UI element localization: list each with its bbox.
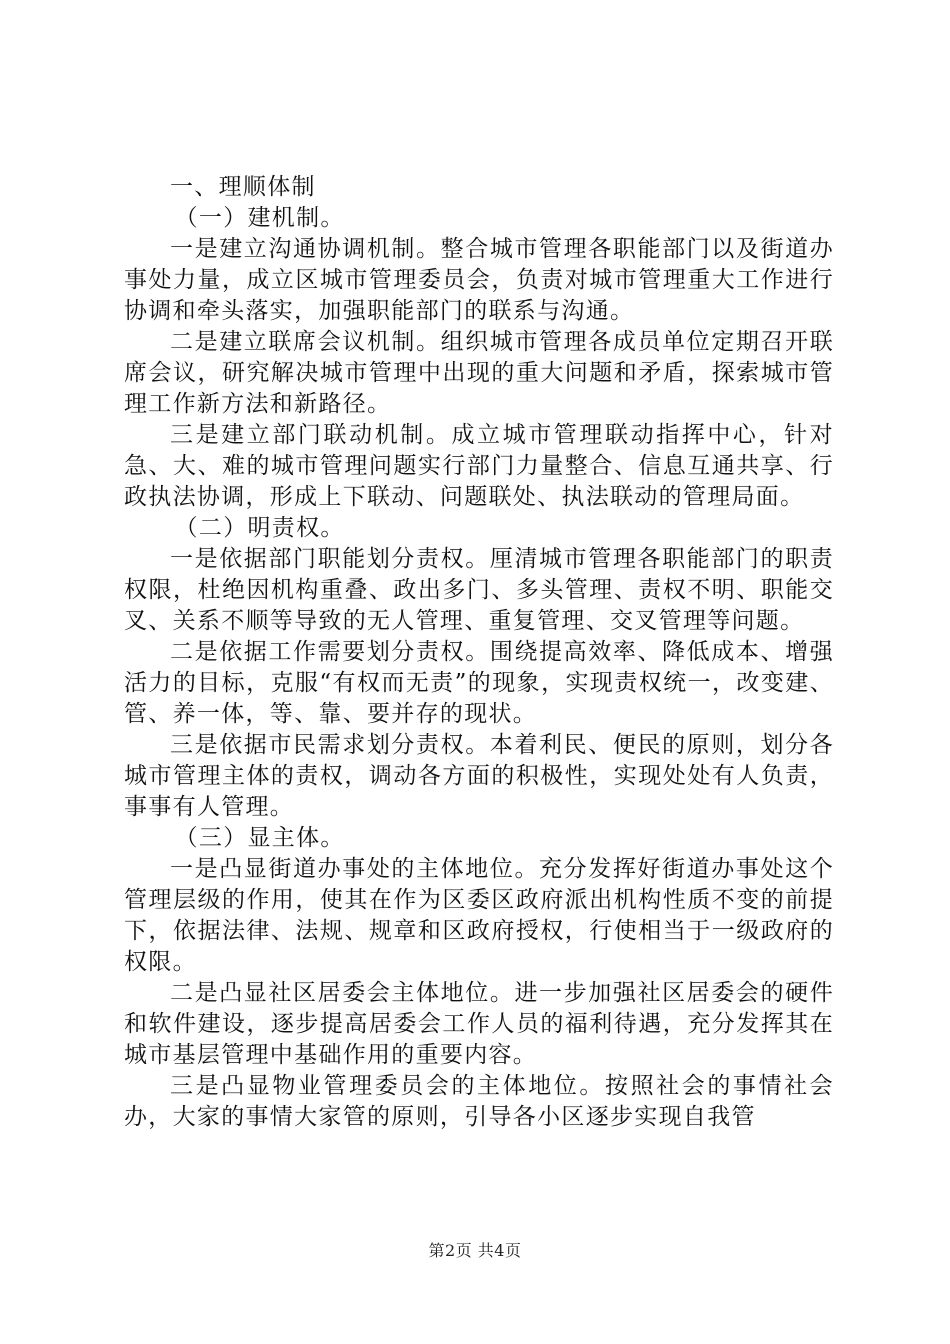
subsection-heading: （二）明责权。 <box>174 515 345 541</box>
paragraph: 二是凸显社区居委会主体地位。进一步加强社区居委会的硬件和软件建设，逐步提高居委会工作人员的福利待遇，充分发挥其在城市基层管理中基础作用的重要内容。 <box>124 980 834 1068</box>
paragraph: 一是依据部门职能划分责权。厘清城市管理各职能部门的职责权限，杜绝因机构重叠、政出多门、多头管理、责权不明、职能交叉、关系不顺等导致的无人管理、重复管理、交叉管理等问题。 <box>124 546 834 634</box>
paragraph: 三是建立部门联动机制。成立城市管理联动指挥中心，针对急、大、难的城市管理问题实行部门力量整合、信息互通共享、行政执法协调，形成上下联动、问题联处、执法联动的管理局面。 <box>124 422 834 510</box>
paragraph: 二是依据工作需要划分责权。围绕提高效率、降低成本、增强活力的目标，克服“有权而无责”的现象，实现责权统一，改变建、管、养一体，等、靠、要并存的现状。 <box>124 639 834 727</box>
paragraph: 三是依据市民需求划分责权。本着利民、便民的原则，划分各城市管理主体的责权，调动各方面的积极性，实现处处有人负责，事事有人管理。 <box>124 732 834 820</box>
paragraph: 三是凸显物业管理委员会的主体地位。按照社会的事情社会办，大家的事情大家管的原则，引导各小区逐步实现自我管 <box>124 1073 834 1130</box>
paragraph: 一是建立沟通协调机制。整合城市管理各职能部门以及街道办事处力量，成立区城市管理委员会，负责对城市管理重大工作进行协调和牵头落实，加强职能部门的联系与沟通。 <box>124 236 834 324</box>
paragraph: 一是凸显街道办事处的主体地位。充分发挥好街道办事处这个管理层级的作用，使其在作为区委区政府派出机构性质不变的前提下，依据法律、法规、规章和区政府授权，行使相当于一级政府的权限。 <box>124 856 834 975</box>
page-footer: 第2页 共4页 <box>428 1241 522 1260</box>
paragraph: 二是建立联席会议机制。组织城市管理各成员单位定期召开联席会议，研究解决城市管理中出现的重大问题和矛盾，探索城市管理工作新方法和新路径。 <box>124 329 834 417</box>
document-body <box>124 172 834 1133</box>
subsection-heading: （一）建机制。 <box>174 205 345 231</box>
section-title: 一、理顺体制 <box>170 174 316 200</box>
subsection-heading: （三）显主体。 <box>174 825 345 851</box>
